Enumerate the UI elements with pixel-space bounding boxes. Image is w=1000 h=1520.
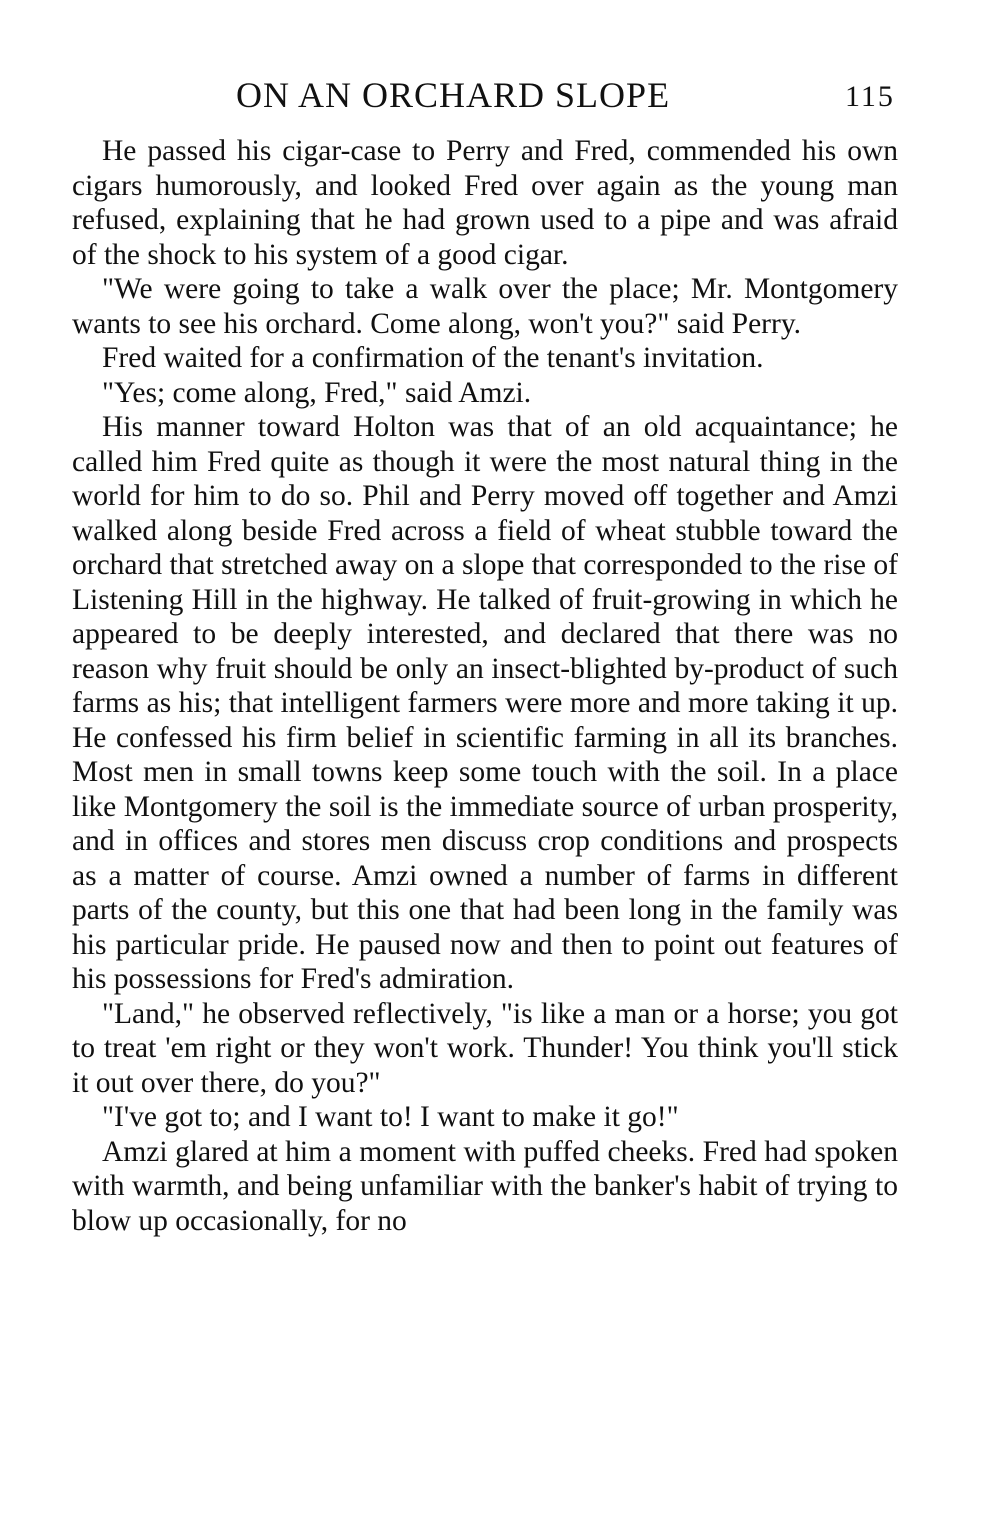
paragraph: Amzi glared at him a moment with puffed cheeks. Fred had spoken with warmth, and being unfamiliar with the banker's habit of trying to blow up occasionally, for no bbox=[72, 1135, 898, 1237]
running-title: ON AN ORCHARD SLOPE bbox=[236, 75, 671, 115]
paragraph: He passed his cigar-case to Perry and Fred, commended his own cigars humorously, and looked Fred over again as the young man refused, explaining that he had grown used to a pipe and was afraid of the shock to his system of a good cigar. bbox=[72, 135, 898, 271]
paragraph: "We were going to take a walk over the place; Mr. Montgomery wants to see his orchard. Come along, won't you?" said Perry. bbox=[72, 273, 898, 340]
body-text bbox=[72, 134, 898, 1238]
paragraph: His manner toward Holton was that of an old acquaintance; he called him Fred quite as though it were the most natural thing in the world for him to do so. Phil and Perry moved off together and Amzi walked along beside Fred across a field of wheat stubble toward the orchard that stretched away on a slope that corresponded to the rise of Listening Hill in the highway. He talked of fruit-growing in which he appeared to be deeply interested, and declared that there was no reason why fruit should be only an insect-blighted by-product of such farms as his; that intelligent farmers were more and more taking it up. He confessed his firm belief in scientific farming in all its branches. Most men in small towns keep some touch with the soil. In a place like Montgomery the soil is the immediate source of urban prosperity, and in offices and stores men discuss crop conditions and prospects as a matter of course. Amzi owned a number of farms in different parts of the county, but this one that had been long in the family was his particular pride. He paused now and then to point out features of his possessions for Fred's admiration. bbox=[72, 411, 898, 995]
paragraph: "Yes; come along, Fred," said Amzi. bbox=[102, 376, 532, 409]
running-head bbox=[0, 72, 1000, 118]
paragraph: "I've got to; and I want to! I want to make it go!" bbox=[102, 1101, 679, 1133]
paragraph: "Land," he observed reflectively, "is like a man or a horse; you got to treat 'em right or they won't work. Thunder! You think you'll stick it out over there, do you?" bbox=[72, 997, 898, 1099]
paragraph: Fred waited for a confirmation of the tenant's invitation. bbox=[102, 342, 764, 374]
page-number: 115 bbox=[845, 80, 895, 113]
